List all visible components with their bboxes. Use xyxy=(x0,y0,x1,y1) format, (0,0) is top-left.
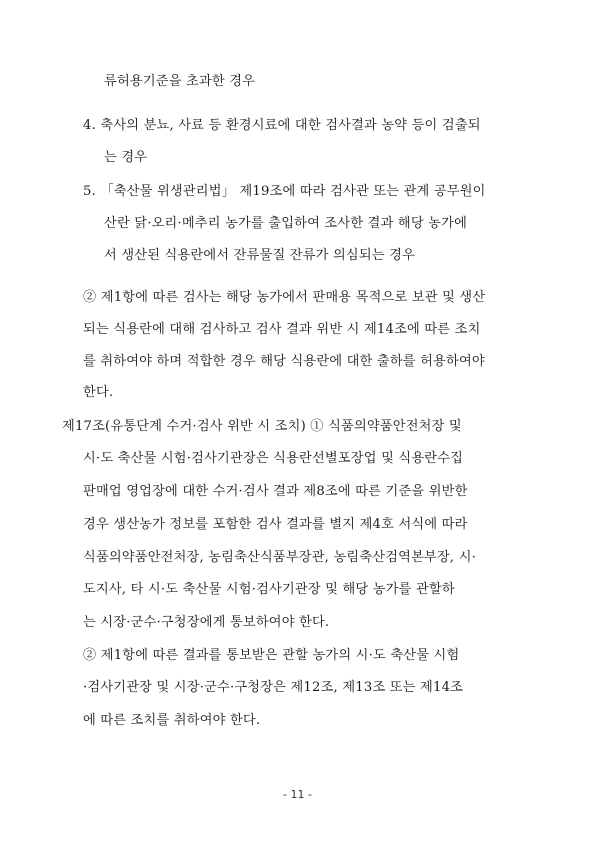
text-line-item-5-cont-1: 산란 닭·오리·메추리 농가를 출입하여 조사한 결과 해당 농가에 xyxy=(104,216,468,231)
article-17-heading-line: 제17조(유통단계 수거·검사 위반 시 조치) ① 식품의약품안전처장 및 xyxy=(62,419,462,434)
text-line-article-17-cont-1: 시·도 축산물 시험·검사기관장은 식용란선별포장업 및 식용란수집 xyxy=(83,451,464,466)
text-line-item-5-cont-2: 서 생산된 식용란에서 잔류물질 잔류가 의심되는 경우 xyxy=(104,248,416,263)
text-line-item-continuation: 류허용기준을 초과한 경우 xyxy=(104,74,256,89)
text-line-paragraph-2-cont-2: 를 취하여야 하며 적합한 경우 해당 식용란에 대한 출하를 허용하여야 xyxy=(83,354,485,369)
text-line-paragraph-2-cont-1: 되는 식용란에 대해 검사하고 검사 결과 위반 시 제14조에 따른 조치 xyxy=(83,322,481,337)
text-line-item-4: 4. 축사의 분뇨, 사료 등 환경시료에 대한 검사결과 농약 등이 검출되 xyxy=(83,118,481,133)
text-line-paragraph-2: ② 제1항에 따른 검사는 해당 농가에서 판매용 목적으로 보관 및 생산 xyxy=(83,290,486,305)
page-number: - 11 - xyxy=(283,788,312,801)
text-line-article-17-para-2-cont-1: ·검사기관장 및 시장·군수·구청장은 제12조, 제13조 또는 제14조 xyxy=(83,680,464,695)
text-line-article-17-cont-3: 경우 생산농가 정보를 포함한 검사 결과를 별지 제4호 서식에 따라 xyxy=(83,517,468,532)
text-line-article-17-cont-2: 판매업 영업장에 대한 수거·검사 결과 제8조에 따른 기준을 위반한 xyxy=(83,484,468,499)
text-line-article-17-para-2-cont-2: 에 따른 조치를 취하여야 한다. xyxy=(83,713,261,728)
text-line-article-17-para-2: ② 제1항에 따른 결과를 통보받은 관할 농가의 시·도 축산물 시험 xyxy=(83,648,460,663)
text-line-article-17-cont-5: 도지사, 타 시·도 축산물 시험·검사기관장 및 해당 농가를 관할하 xyxy=(83,582,455,597)
text-line-article-17-cont-6: 는 시장·군수·구청장에게 통보하여야 한다. xyxy=(83,615,330,630)
text-line-item-4-cont: 는 경우 xyxy=(104,150,148,165)
text-line-article-17-cont-4: 식품의약품안전처장, 농림축산식품부장관, 농림축산검역본부장, 시· xyxy=(83,550,477,565)
text-line-paragraph-2-cont-3: 한다. xyxy=(83,385,114,400)
text-line-item-5: 5. 「축산물 위생관리법」 제19조에 따라 검사관 또는 관계 공무원이 xyxy=(83,184,486,199)
